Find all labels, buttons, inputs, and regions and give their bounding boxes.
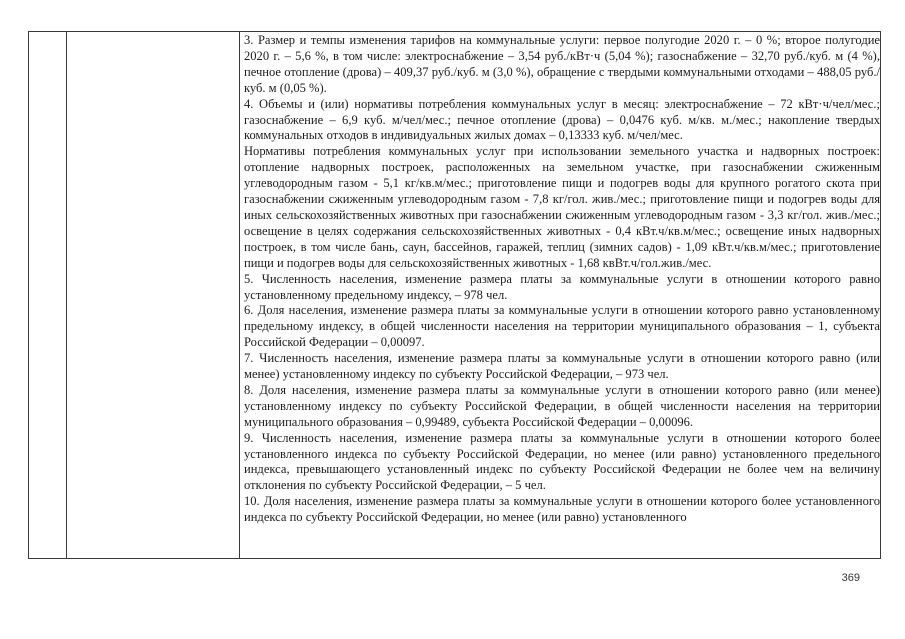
paragraph-population-share-limit: 6. Доля населения, изменение размера платы за коммунальные услуги в отношении которого равно установленному предельному индексу, в общей численности населения на территории муниципального образования – 1, субъекта Российской Федерации – 0,00097. bbox=[244, 303, 880, 350]
paragraph-population-count-limit: 5. Численность населения, изменение размера платы за коммунальные услуги в отношении которого равно установленному предельному индексу, – 978 чел. bbox=[244, 271, 880, 302]
content-cell bbox=[240, 32, 881, 559]
paragraph-volumes: 4. Объемы и (или) нормативы потребления коммунальных услуг в месяц: электроснабжение – 72 кВт·ч/чел/мес.; газоснабжение – 6,9 куб. м/чел/мес.; печное отопление (дрова) – 0,0476 куб. м/кв. м./мес.; накопление твердых коммунальных отходов в индивидуальных жилых домах – 0,13333 куб. м/чел/мес. bbox=[244, 96, 880, 143]
empty-cell-number bbox=[29, 32, 67, 559]
paragraph-tariffs: 3. Размер и темпы изменения тарифов на коммунальные услуги: первое полугодие 2020 г. – 0 %; второе полугодие 2020 г. – 5,6 %, в том числе: электроснабжение – 3,54 руб./кВт·ч (5,04 %); газоснабжение – 32,70 руб./куб. м (4 %), печное отопление (дрова) – 409,37 руб./куб. м (3,0 %), обращение с твердыми коммунальными отходами – 488,05 руб./куб. м (0,05 %). bbox=[244, 33, 880, 95]
paragraph-population-count-region: 7. Численность населения, изменение размера платы за коммунальные услуги в отношении которого равно (или менее) установленному индексу по субъекту Российской Федерации, – 973 чел. bbox=[244, 351, 880, 382]
page-number: 369 bbox=[841, 572, 860, 584]
paragraph-population-share-region: 8. Доля населения, изменение размера платы за коммунальные услуги в отношении которого равно (или менее) установленному индексу по субъекту Российской Федерации, в общей численности населения на территории муниципального образования – 0,99489, субъекта Российской Федерации – 0,00096. bbox=[244, 382, 880, 429]
table-row bbox=[29, 32, 881, 559]
paragraph-population-share-above: 10. Доля населения, изменение размера платы за коммунальные услуги в отношении которого более установленного индекса по субъекту Российской Федерации, но менее (или равно) установленного bbox=[244, 494, 880, 525]
document-table bbox=[28, 31, 881, 559]
empty-cell-label bbox=[67, 32, 240, 559]
paragraph-population-count-above: 9. Численность населения, изменение размера платы за коммунальные услуги в отношении которого более установленного индекса по субъекту Российской Федерации, но менее (или равно) установленного предельного индекса, превышающего установленный индекс по субъекту Российской Федерации не более чем на величину отклонения по субъекту Российской Федерации, – 5 чел. bbox=[244, 430, 880, 493]
paragraph-norms: Нормативы потребления коммунальных услуг при использовании земельного участка и надворных построек: отопление надворных построек, расположенных на земельном участке, при газоснабжении сжиженным углеводородным газом - 5,1 кг/кв.м/мес.; приготовление пищи и подогрев воды для крупного рогатого скота при газоснабжении сжиженным углеводородным газом - 7,8 кг/гол. жив./мес.; приготовление пищи и подогрев воды для иных сельскохозяйственных животных при газоснабжении сжиженным углеводородным газом - 3,3 кг/гол. жив./мес.; освещение в целях содержания сельскохозяйственных животных - 0,4 кВт.ч/кв.м/мес.; освещение иных надворных построек, в том числе бань, саун, бассейнов, гаражей, теплиц (зимних садов) - 1,09 кВт.ч/кв.м/мес.; приготовление пищи и подогрев воды для сельскохозяйственных животных - 1,68 квВт.ч/гол.жив./мес. bbox=[244, 144, 880, 270]
